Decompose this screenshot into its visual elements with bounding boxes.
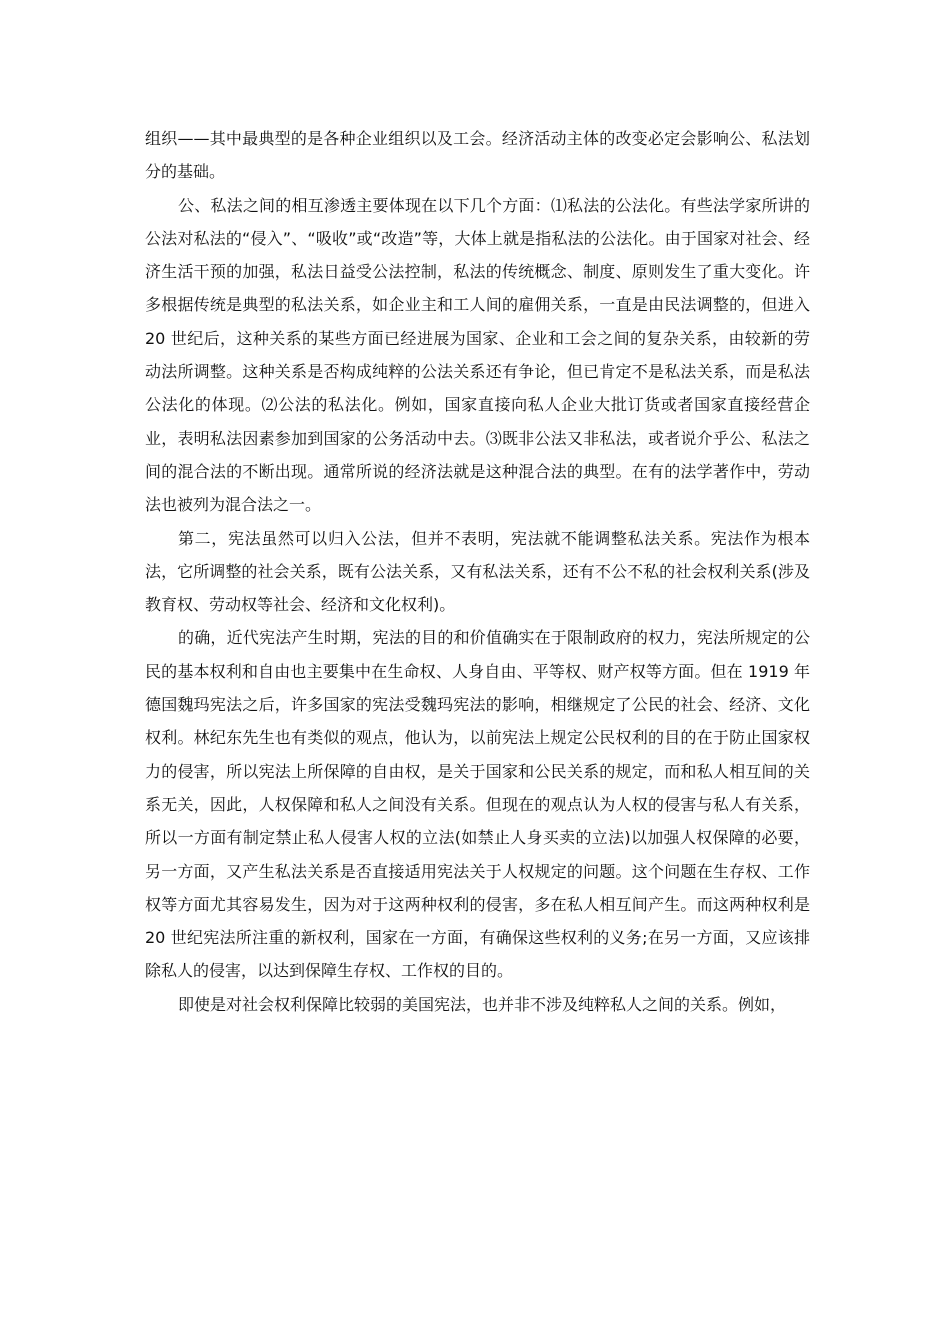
- paragraph-1: 组织——其中最典型的是各种企业组织以及工会。经济活动主体的改变必定会影响公、私法划分的基础。: [145, 129, 810, 182]
- paragraph-2: 公、私法之间的相互渗透主要体现在以下几个方面：⑴私法的公法化。有些法学家所讲的公法对私法的“侵入”、“吸收”或“改造”等，大体上就是指私法的公法化。由于国家对社会、经济生活干预的加强，私法日益受公法控制，私法的传统概念、制度、原则发生了重大变化。许多根据传统是典型的私法关系，如企业主和工人间的雇佣关系，一直是由民法调整的，但进入 20 世纪后，这种关系的某些方面已经进展为国家、企业和工会之间的复杂关系，由较新的劳动法所调整。这种关系是否构成纯粹的公法关系还有争论，但已肯定不是私法关系，而是私法公法化的体现。⑵公法的私法化。例如，国家直接向私人企业大批订货或者国家直接经营企业，表明私法因素参加到国家的公务活动中去。⑶既非公法又非私法，或者说介乎公、私法之间的混合法的不断出现。通常所说的经济法就是这种混合法的典型。在有的法学著作中，劳动法也被列为混合法之一。: [145, 195, 810, 515]
- paragraph-5: 即使是对社会权利保障比较弱的美国宪法，也并非不涉及纯粹私人之间的关系。例如，: [178, 994, 787, 1014]
- paragraph-4: 的确，近代宪法产生时期，宪法的目的和价值确实在于限制政府的权力，宪法所规定的公民的基本权利和自由也主要集中在生命权、人身自由、平等权、财产权等方面。但在 1919 年德国魏玛宪法之后，许多国家的宪法受魏玛宪法的影响，相继规定了公民的社会、经济、文化权利。林纪东先生也有类似的观点，他认为，以前宪法上规定公民权利的目的在于防止国家权力的侵害，所以宪法上所保障的自由权，是关于国家和公民关系的规定，而和私人相互间的关系无关，因此，人权保障和私人之间没有关系。但现在的观点认为人权的侵害与私人有关系，所以一方面有制定禁止私人侵害人权的立法(如禁止人身买卖的立法)以加强人权保障的必要，另一方面，又产生私法关系是否直接适用宪法关于人权规定的问题。这个问题在生存权、工作权等方面尤其容易发生，因为对于这两种权利的侵害，多在私人相互间产生。而这两种权利是 20 世纪宪法所注重的新权利，国家在一方面，有确保这些权利的义务;在另一方面，又应该排除私人的侵害，以达到保障生存权、工作权的目的。: [145, 628, 810, 981]
- paragraph-3: 第二，宪法虽然可以归入公法，但并不表明，宪法就不能调整私法关系。宪法作为根本法，它所调整的社会关系，既有公法关系，又有私法关系，还有不公不私的社会权利关系(涉及教育权、劳动权等社会、经济和文化权利)。: [145, 528, 810, 615]
- document-body: [145, 122, 810, 1021]
